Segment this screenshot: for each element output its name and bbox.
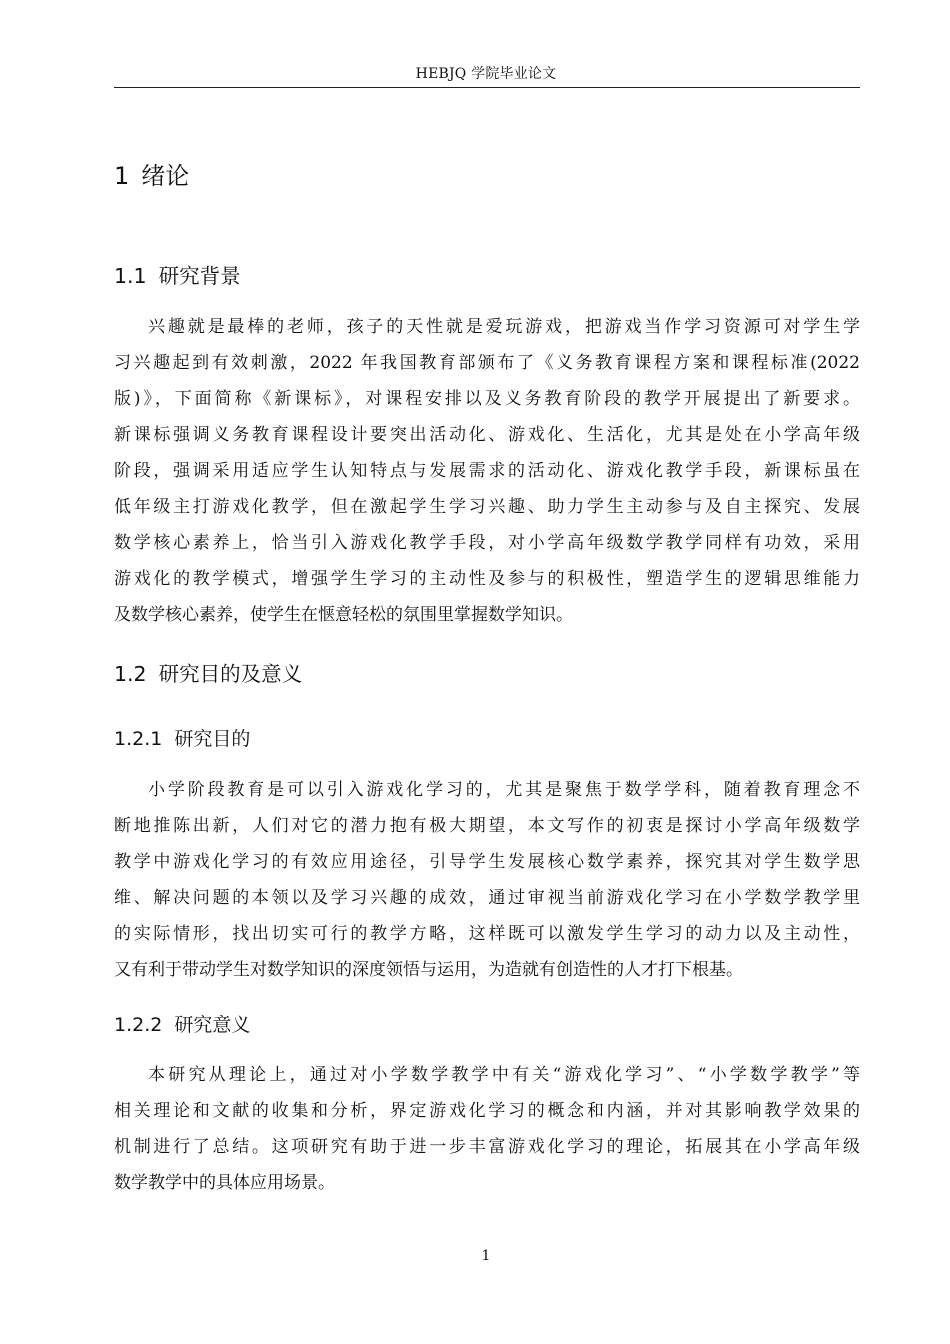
paragraph-line: 维、解决问题的本领以及学习兴趣的成效，通过审视当前游戏化学习在小学数学教学里: [114, 888, 860, 908]
chapter-number: 1: [114, 162, 130, 190]
paragraph-line: 本研究从理论上，通过对小学数学教学中有关“游戏化学习”、“小学数学教学”等: [148, 1065, 860, 1085]
paragraph-line: 教学中游戏化学习的有效应用途径，引导学生发展核心数学素养，探究其对学生数学思: [114, 852, 860, 872]
paragraph-line: 的实际情形，找出切实可行的教学方略，这样既可以激发学生学习的动力以及主动性，: [114, 924, 860, 944]
section-title: 研究目的及意义: [158, 662, 303, 686]
header-divider: [114, 87, 860, 88]
section-number: 1.2: [114, 662, 147, 686]
page-number: 1: [481, 1248, 491, 1264]
paragraph-line: 兴趣就是最棒的老师，孩子的天性就是爱玩游戏，把游戏当作学习资源可对学生学: [148, 317, 860, 337]
paragraph-line: 相关理论和文献的收集和分析，界定游戏化学习的概念和内涵，并对其影响教学效果的: [114, 1101, 860, 1121]
subsection-title: 研究意义: [174, 1014, 251, 1036]
subsection-title: 研究目的: [174, 728, 251, 750]
paragraph-line: 低年级主打游戏化教学，但在激起学生学习兴趣、助力学生主动参与及自主探究、发展: [114, 497, 860, 517]
paragraph-line: 及数学核心素养，使学生在惬意轻松的氛围里掌握数学知识。: [114, 605, 573, 625]
chapter-title: 绪论: [141, 162, 190, 190]
paragraph-line: 小学阶段教育是可以引入游戏化学习的，尤其是聚焦于数学学科，随着教育理念不: [148, 780, 860, 800]
paragraph-line: 版)》，下面简称《新课标》，对课程安排以及义务教育阶段的教学开展提出了新要求。: [114, 389, 860, 409]
section-heading-purpose-significance: [114, 660, 302, 688]
purpose-paragraph: [114, 743, 860, 988]
significance-paragraph: [114, 1057, 860, 1201]
paragraph-line: 数学核心素养上，恰当引入游戏化教学手段，对小学高年级数学教学同样有功效，采用: [114, 533, 860, 553]
paragraph-line: 新课标强调义务教育课程设计要突出活动化、游戏化、生活化，尤其是处在小学高年级: [114, 425, 860, 445]
paragraph-line: 游戏化的教学模式，增强学生学习的主动性及参与的积极性，塑造学生的逻辑思维能力: [114, 569, 860, 589]
chapter-heading: [114, 160, 189, 192]
header-title: HEBJQ 学院毕业论文: [415, 66, 557, 82]
subsection-heading-significance: [114, 1012, 250, 1038]
paragraph-line: 阶段，强调采用适应学生认知特点与发展需求的活动化、游戏化教学手段，新课标虽在: [114, 461, 860, 481]
paragraph-line: 习兴趣起到有效刺激，2022 年我国教育部颁布了《义务教育课程方案和课程标准(2022: [114, 353, 860, 373]
subsection-number: 1.2.2: [114, 1014, 163, 1036]
background-paragraph: [114, 309, 860, 633]
paragraph-line: 机制进行了总结。这项研究有助于进一步丰富游戏化学习的理论，拓展其在小学高年级: [114, 1137, 860, 1157]
section-heading-background: [114, 262, 241, 290]
section-number: 1.1: [114, 264, 147, 288]
paragraph-line: 断地推陈出新，人们对它的潜力抱有极大期望，本文写作的初衷是探讨小学高年级数学: [114, 816, 860, 836]
paragraph-line: 数学教学中的具体应用场景。: [114, 1173, 335, 1193]
paragraph-line: 又有利于带动学生对数学知识的深度领悟与运用，为造就有创造性的人才打下根基。: [114, 960, 743, 980]
subsection-number: 1.2.1: [114, 728, 163, 750]
section-title: 研究背景: [158, 264, 241, 288]
